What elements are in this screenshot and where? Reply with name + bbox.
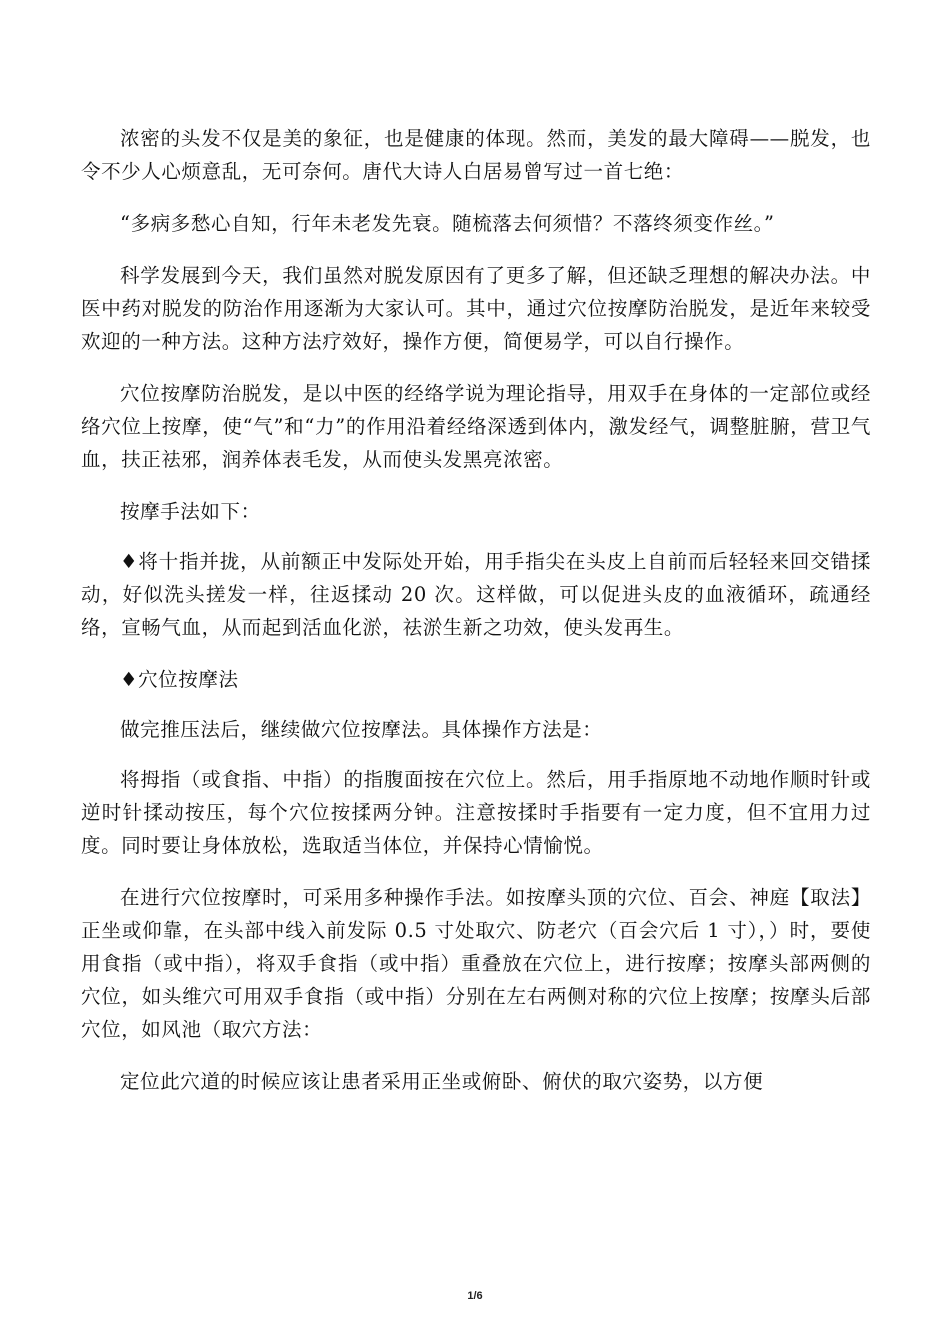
- paragraph-intro: 浓密的头发不仅是美的象征，也是健康的体现。然而，美发的最大障碍——脱发，也令不少人心烦意乱，无可奈何。唐代大诗人白居易曾写过一首七绝：: [81, 127, 871, 183]
- document-body: [81, 122, 871, 1117]
- paragraph-method-heading: 按摩手法如下：: [120, 500, 261, 523]
- page-number: 1/6: [467, 1290, 483, 1302]
- paragraph-acupoint-intro: 做完推压法后，继续做穴位按摩法。具体操作方法是：: [120, 718, 603, 741]
- paragraph-techniques: 在进行穴位按摩时，可采用多种操作手法。如按摩头顶的穴位、百会、神庭【取法】正坐或仰靠，在头部中线入前发际 0.5 寸处取穴、防老穴（百会穴后 1 寸），）时，要使用食指（或中指），将双手食指（或中指）重叠放在穴位上，进行按摩；按摩头部两侧的穴位，如头维穴可用双手食指（或中指）分别在左右两侧对称的穴位上按摩；按摩头后部穴位，如风池（取穴方法：: [81, 886, 871, 1041]
- paragraph-finger-massage: ♦将十指并拢，从前额正中发际处开始，用手指尖在头皮上自前而后轻轻来回交错揉动，好似洗头搓发一样，往返揉动 20 次。这样做，可以促进头皮的血液循环，疏通经络，宣畅气血，从而起到活血化淤，祛淤生新之功效，使头发再生。: [81, 550, 871, 639]
- paragraph-poem: “多病多愁心自知，行年未老发先衰。随梳落去何须惜？不落终须变作丝。”: [120, 212, 775, 235]
- paragraph-acupoint-steps: 将拇指（或食指、中指）的指腹面按在穴位上。然后，用手指原地不动地作顺时针或逆时针揉动按压，每个穴位按揉两分钟。注意按揉时手指要有一定力度，但不宜用力过度。同时要让身体放松，选取适当体位，并保持心情愉悦。: [81, 768, 871, 857]
- paragraph-acupoint-heading: ♦穴位按摩法: [120, 668, 239, 691]
- paragraph-science: 科学发展到今天，我们虽然对脱发原因有了更多了解，但还缺乏理想的解决办法。中医中药对脱发的防治作用逐渐为大家认可。其中，通过穴位按摩防治脱发，是近年来较受欢迎的一种方法。这种方法疗效好，操作方便，简便易学，可以自行操作。: [81, 264, 871, 353]
- paragraph-positioning: 定位此穴道的时候应该让患者采用正坐或俯卧、俯伏的取穴姿势，以方便: [120, 1070, 764, 1093]
- paragraph-theory: 穴位按摩防治脱发，是以中医的经络学说为理论指导，用双手在身体的一定部位或经络穴位上按摩，使“气”和“力”的作用沿着经络深透到体内，激发经气，调整脏腑，营卫气血，扶正祛邪，润养体表毛发，从而使头发黑亮浓密。: [81, 382, 871, 471]
